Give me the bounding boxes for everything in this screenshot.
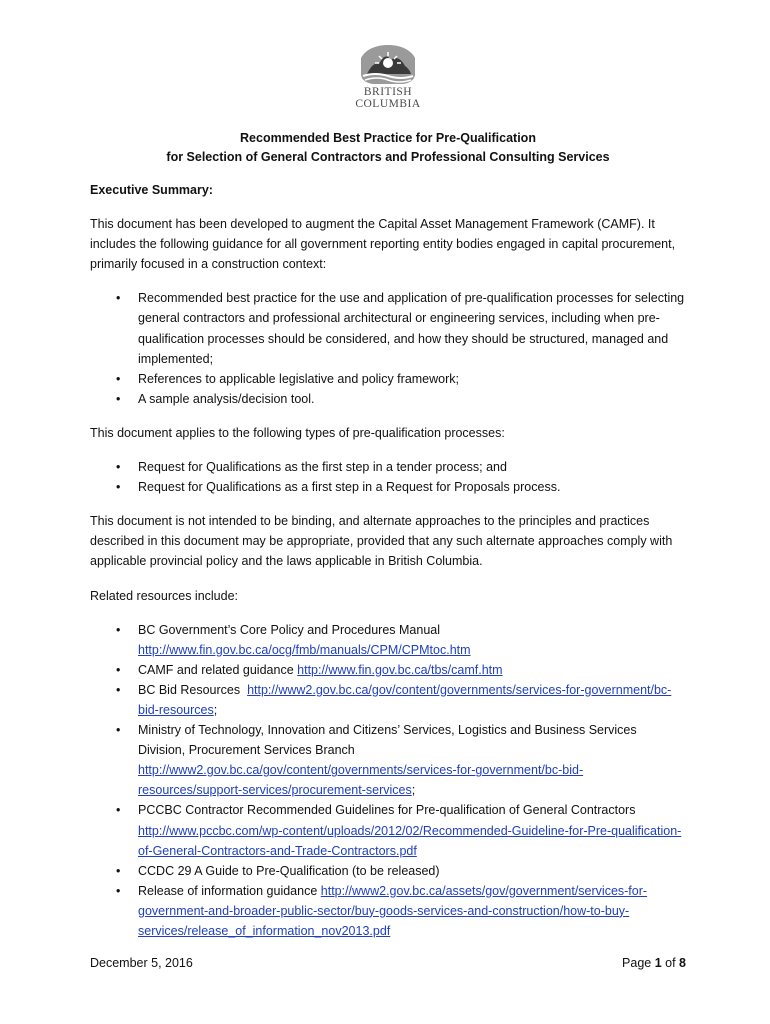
document-body (90, 180, 686, 955)
bullet-icon: • (116, 883, 121, 898)
list-item: • Request for Qualifications as the first step in a tender process; and (90, 457, 686, 477)
executive-summary-heading: Executive Summary: (90, 183, 213, 197)
resource-link-bc-bid[interactable]: http://www2.gov.bc.ca/gov/content/governments/services-for-government/bc-bid-resources (138, 682, 672, 717)
document-title (90, 129, 686, 167)
list-item: • Request for Qualifications as a first step in a Request for Proposals process. (90, 477, 686, 497)
process-list (90, 457, 686, 497)
bullet-icon: • (116, 371, 121, 386)
bullet-icon: • (116, 662, 121, 677)
list-item: • PCCBC Contractor Recommended Guidelines for Pre-qualification of General Contractors http://www.pccbc.com/wp-content/uploads/2012/02/Recommended-Guideline-for-Pre-qualification-of-General-Contractors-and-Trade-Contractors.pdf (90, 800, 686, 860)
bc-crest-icon (357, 44, 419, 86)
footer-date: December 5, 2016 (90, 956, 193, 970)
list-item: • CCDC 29 A Guide to Pre-Qualification (to be released) (90, 861, 686, 881)
title-line-2: for Selection of General Contractors and Professional Consulting Services (166, 150, 610, 164)
list-item: • Ministry of Technology, Innovation and Citizens’ Services, Logistics and Business Services Division, Procurement Services Branch http://www2.gov.bc.ca/gov/content/governments/services-for-government/bc-bid-resources/support-services/procurement-services; (90, 720, 686, 800)
bullet-icon: • (116, 391, 121, 406)
applies-paragraph: This document applies to the following types of pre-qualification processes: (90, 425, 505, 440)
list-item: • References to applicable legislative and policy framework; (90, 369, 686, 389)
list-item: • CAMF and related guidance http://www.fin.gov.bc.ca/tbs/camf.htm (90, 660, 686, 680)
logo-text-british: BRITISH (363, 86, 413, 98)
list-item: • BC Government’s Core Policy and Procedures Manual http://www.fin.gov.bc.ca/ocg/fmb/manuals/CPM/CPMtoc.htm (90, 620, 686, 660)
bc-logo (352, 44, 424, 110)
binding-paragraph: This document is not intended to be binding, and alternate approaches to the principles and practices described in this document may be appropriate, provided that any such alternate approaches comply with applicable provincial policy and the laws applicable in British Columbia. (90, 514, 673, 569)
resource-link-procurement[interactable]: http://www2.gov.bc.ca/gov/content/governments/services-for-government/bc-bid-resources/support-services/procurement-services (138, 763, 584, 798)
bullet-icon: • (116, 863, 121, 878)
bullet-icon: • (116, 291, 121, 306)
bullet-icon: • (116, 460, 121, 475)
bullet-icon: • (116, 480, 121, 495)
intro-paragraph: This document has been developed to augment the Capital Asset Management Framework (CAMF). It includes the following guidance for all government reporting entity bodies engaged in capital procurement, primarily focused in a construction context: (90, 217, 676, 272)
resource-link-release-info[interactable]: http://www2.gov.bc.ca/assets/gov/government/services-for-government-and-broader-public-sector/buy-goods-services-and-construction/how-to-buy-services/release_of_information_nov2013.pdf (138, 883, 648, 938)
resources-list (90, 620, 686, 942)
logo-text-columbia: COLUMBIA (355, 98, 421, 110)
related-resources-heading: Related resources include: (90, 588, 238, 603)
bullet-icon: • (116, 622, 121, 637)
list-item: • BC Bid Resources http://www2.gov.bc.ca/gov/content/governments/services-for-government/bc-bid-resources; (90, 680, 686, 720)
bullet-icon: • (116, 723, 121, 738)
list-item: • A sample analysis/decision tool. (90, 389, 686, 409)
bullet-icon: • (116, 803, 121, 818)
resource-link-pccbc[interactable]: http://www.pccbc.com/wp-content/uploads/2012/02/Recommended-Guideline-for-Pre-qualification-of-General-Contractors-and-Trade-Contractors.pdf (138, 823, 682, 858)
guidance-list (90, 288, 686, 409)
resource-link-camf[interactable]: http://www.fin.gov.bc.ca/tbs/camf.htm (297, 662, 503, 677)
list-item: • Release of information guidance http://www2.gov.bc.ca/assets/gov/government/services-for-government-and-broader-public-sector/buy-goods-services-and-construction/how-to-buy-services/release_of_information_nov2013.pdf (90, 881, 686, 941)
title-line-1: Recommended Best Practice for Pre-Qualification (240, 131, 536, 145)
page-number: Page 1 of 8 (622, 956, 686, 970)
list-item: • Recommended best practice for the use and application of pre-qualification processes for selecting general contractors and professional architectural or engineering services, including when pre-qualification processes should be considered, and how they should be structured, managed and implemented; (90, 288, 686, 368)
bullet-icon: • (116, 682, 121, 697)
resource-link-cpm[interactable]: http://www.fin.gov.bc.ca/ocg/fmb/manuals/CPM/CPMtoc.htm (138, 642, 471, 657)
